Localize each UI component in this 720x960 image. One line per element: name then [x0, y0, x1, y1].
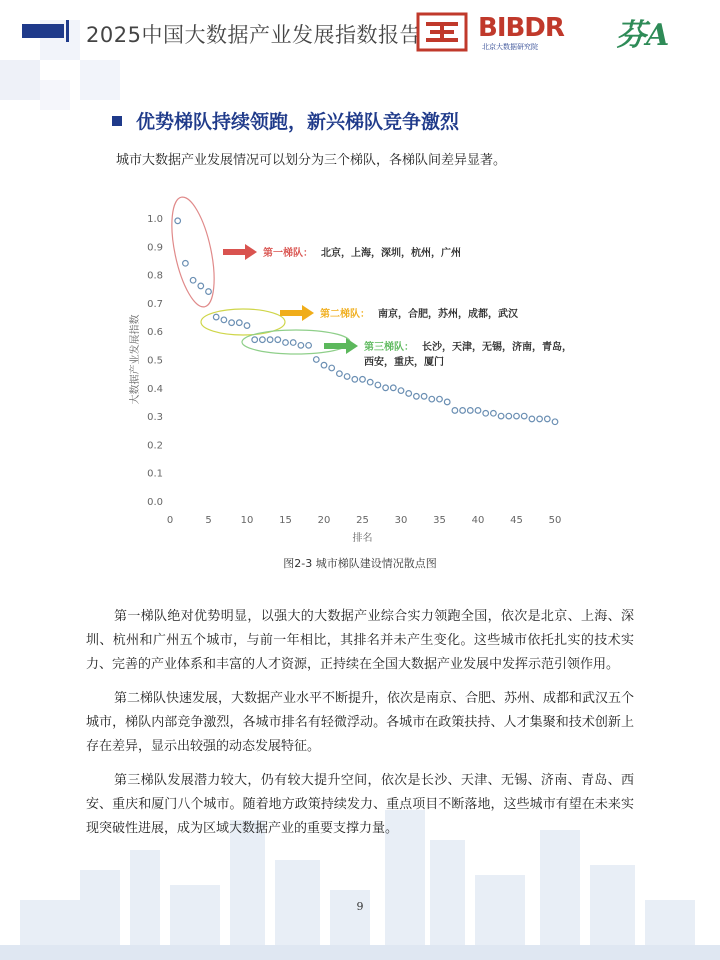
- y-tick-label: 0.7: [147, 298, 163, 310]
- data-point: [360, 377, 366, 383]
- data-point: [329, 365, 335, 371]
- data-point: [183, 260, 189, 266]
- y-tick-label: 0.4: [147, 383, 163, 395]
- x-tick-label: 25: [356, 515, 369, 526]
- tier-scatter-chart: [110, 196, 580, 546]
- x-tick-label: 0: [166, 515, 174, 526]
- tier-cities: 长沙，天津，无锡，济南，青岛，: [422, 342, 572, 353]
- data-point: [244, 323, 250, 329]
- y-tick-label: 0.8: [147, 270, 163, 282]
- y-tick-label: 0.5: [147, 355, 163, 367]
- data-point: [237, 320, 243, 326]
- data-point: [213, 314, 219, 320]
- data-point: [344, 374, 350, 380]
- chart-caption: 图2-3 城市梯队建设情况散点图: [283, 557, 437, 570]
- header-accent-bar: [22, 24, 64, 38]
- data-point: [367, 379, 373, 385]
- data-point: [229, 320, 235, 326]
- data-point: [545, 416, 551, 422]
- data-point: [414, 393, 420, 399]
- data-point: [552, 419, 558, 425]
- tier-cities: 北京，上海，深圳，杭州，广州: [321, 248, 461, 259]
- data-point: [491, 410, 497, 416]
- tier-cities: 南京，合肥，苏州，成都，武汉: [378, 309, 518, 320]
- data-point: [321, 362, 327, 368]
- data-point: [275, 337, 281, 343]
- data-point: [475, 408, 481, 414]
- tier-arrow-shaft: [280, 310, 302, 316]
- tier-arrow-head: [346, 338, 358, 354]
- data-point: [290, 340, 296, 346]
- x-tick-label: 50: [548, 515, 562, 526]
- data-point: [429, 396, 435, 402]
- data-point: [198, 283, 204, 289]
- data-point: [406, 391, 412, 397]
- suzhou-logo: [616, 10, 669, 54]
- x-tick-label: 40: [471, 515, 485, 526]
- y-tick-label: 1.0: [147, 214, 163, 225]
- tier-label: 第二梯队：: [320, 309, 370, 320]
- tier-arrow-shaft: [223, 249, 245, 255]
- data-point: [206, 289, 212, 295]
- x-tick-label: 45: [510, 515, 523, 526]
- data-point: [375, 382, 381, 388]
- tier-arrow-head: [245, 244, 257, 260]
- x-tick-label: 10: [240, 515, 254, 526]
- data-point: [498, 413, 504, 419]
- report-title: 2025中国大数据产业发展指数报告: [86, 23, 421, 47]
- y-tick-label: 0.9: [147, 242, 163, 254]
- x-tick-label: 15: [279, 515, 292, 526]
- header-accent-tick: [66, 20, 69, 42]
- y-axis-label: 大数据产业发展指数: [130, 314, 141, 405]
- page-number: 9: [356, 900, 364, 913]
- data-point: [460, 408, 466, 414]
- data-point: [468, 408, 474, 414]
- x-tick-label: 30: [394, 515, 408, 526]
- tier-one-ellipse: [164, 196, 222, 311]
- paragraph-tier-two: 第二梯队快速发展，大数据产业水平不断提升，依次是南京、合肥、苏州、成都和武汉五个城市，梯队内部竞争激烈，各城市排名有轻微浮动。各城市在政策扶持、人才集聚和技术创新上存在差异，显示出较强的动态发展特征。: [86, 691, 635, 754]
- data-point: [529, 416, 535, 422]
- data-point: [190, 277, 196, 283]
- data-point: [452, 408, 458, 414]
- suzhou-logo-text: 芬A: [616, 18, 670, 53]
- data-point: [337, 371, 343, 377]
- data-point: [383, 385, 389, 391]
- data-point: [444, 399, 450, 405]
- y-tick-label: 0.3: [147, 412, 163, 424]
- data-point: [306, 343, 312, 349]
- tier-arrow-head: [302, 305, 314, 321]
- x-tick-label: 20: [317, 515, 331, 526]
- bibdr-logo: [478, 14, 564, 52]
- section-bullet: [112, 116, 122, 126]
- data-point: [221, 317, 227, 323]
- section-title: 优势梯队持续领跑，新兴梯队竞争激烈: [136, 111, 460, 133]
- bibdr-logo-text: BIBDR: [478, 13, 564, 43]
- header-decoration: [0, 0, 150, 120]
- data-point: [298, 343, 304, 349]
- data-point: [421, 393, 427, 399]
- y-tick-label: 0.6: [147, 327, 163, 339]
- data-point: [352, 377, 358, 383]
- tier-label: 第一梯队：: [263, 248, 313, 259]
- data-point: [260, 337, 266, 343]
- data-point: [483, 410, 489, 416]
- y-tick-label: 0.1: [147, 468, 163, 480]
- data-point: [506, 413, 512, 419]
- section-intro: 城市大数据产业发展情况可以划分为三个梯队，各梯队间差异显著。: [116, 153, 507, 168]
- data-point: [537, 416, 543, 422]
- data-point: [437, 396, 443, 402]
- x-tick-label: 5: [205, 515, 212, 526]
- tier-cities-continued: 西安，重庆，厦门: [364, 357, 444, 368]
- x-axis-label: 排名: [352, 533, 373, 544]
- paragraph-tier-three: 第三梯队发展潜力较大，仍有较大提升空间，依次是长沙、天津、无锡、济南、青岛、西安、重庆和厦门八个城市。随着地方政策持续发力、重点项目不断落地，这些城市有望在未来实现突破性进展，成为区域大数据产业的重要支撑力量。: [86, 773, 634, 836]
- tier-arrow-shaft: [324, 343, 346, 349]
- data-point: [514, 413, 520, 419]
- data-point: [521, 413, 527, 419]
- y-tick-label: 0.0: [147, 497, 163, 508]
- data-point: [314, 357, 320, 363]
- bibdr-logo-subtext: 北京大数据研究院: [482, 43, 538, 51]
- data-point: [175, 218, 181, 224]
- data-point: [267, 337, 273, 343]
- data-point: [391, 385, 397, 391]
- y-tick-label: 0.2: [147, 440, 163, 452]
- data-point: [398, 388, 404, 394]
- data-point: [283, 340, 289, 346]
- x-tick-label: 35: [433, 515, 446, 526]
- institute-logo-icon: [416, 12, 468, 52]
- paragraph-tier-one: 第一梯队绝对优势明显，以强大的大数据产业综合实力领跑全国，依次是北京、上海、深圳、杭州和广州五个城市，与前一年相比，其排名并未产生变化。这些城市依托扎实的技术实力、完善的产业体系和丰富的人才资源，正持续在全国大数据产业发展中发挥示范引领作用。: [86, 609, 634, 672]
- data-point: [252, 337, 258, 343]
- tier-label: 第三梯队：: [364, 342, 414, 353]
